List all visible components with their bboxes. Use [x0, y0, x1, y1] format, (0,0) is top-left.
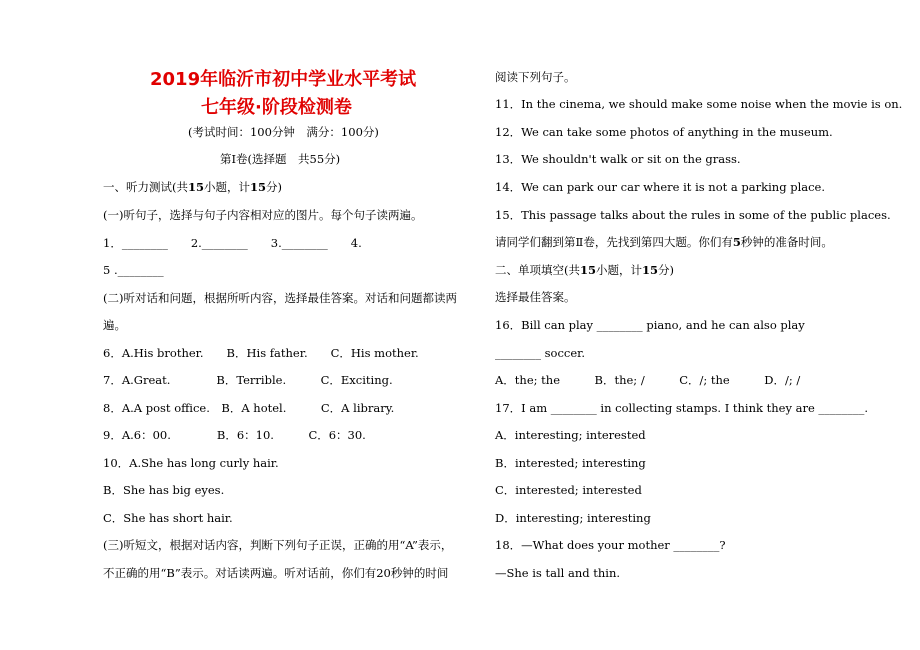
question-8: 8．A.A post office. B．A hotel. C．A library. [103, 401, 395, 415]
exam-info: (考试时间：100分钟 满分：100分) [188, 125, 379, 139]
section-title: 第Ⅰ卷(选择题 共55分) [220, 152, 341, 166]
part2-heading: 二、单项填空(共15小题，计15分) [495, 263, 675, 277]
question-6: 6．A.His brother. B．His father. C．His mother. [103, 346, 419, 360]
statement-12: 12．We can take some photos of anything in the museum. [495, 125, 833, 139]
statement-14: 14．We can park our car where it is not a parking place. [495, 180, 826, 194]
question-10-option-b: B．She has big eyes. [103, 483, 225, 497]
question-7: 7．A.Great. B．Terrible. C．Exciting. [103, 373, 393, 387]
turn-page-instruction: 请同学们翻到第Ⅱ卷，先找到第四大题。你们有5秒钟的准备时间。 [495, 235, 833, 249]
question-17: 17．I am ________ in collecting stamps. I think they are ________. [495, 401, 869, 415]
read-instruction: 阅读下列句子。 [495, 70, 576, 84]
sub3-instruction-cont: 不正确的用“B”表示。对话读两遍。听对话前，你们有20秒钟的时间 [103, 566, 449, 580]
choose-instruction: 选择最佳答案。 [495, 290, 576, 304]
sub3-instruction: (三)听短文，根据对话内容，判断下列句子正误，正确的用“A”表示， [103, 538, 453, 552]
sub1-instruction: (一)听句子，选择与句子内容相对应的图片。每个句子读两遍。 [103, 208, 423, 222]
statement-13: 13．We shouldn't walk or sit on the grass. [495, 152, 741, 166]
question-16-cont: ________ soccer. [495, 346, 586, 360]
question-10-option-c: C．She has short hair. [103, 511, 233, 525]
statement-11: 11．In the cinema, we should make some noise when the movie is on. [495, 97, 903, 111]
question-16: 16．Bill can play ________ piano, and he can also play [495, 318, 805, 332]
sub2-instruction: (二)听对话和问题，根据所听内容，选择最佳答案。对话和问题都读两 [103, 291, 457, 305]
question-17-option-d: D．interesting; interesting [495, 511, 651, 525]
question-1-4: 1．________ 2.________ 3.________ 4. [103, 236, 362, 250]
question-17-option-b: B．interested; interesting [495, 456, 646, 470]
statement-15: 15．This passage talks about the rules in some of the public places. [495, 208, 891, 222]
question-17-option-c: C．interested; interested [495, 483, 642, 497]
sub2-instruction-cont: 遍。 [103, 318, 126, 332]
exam-subtitle: 七年级·阶段检测卷 [201, 97, 352, 118]
question-16-options: A．the; the B．the; / C．/; the D．/; / [495, 373, 801, 387]
exam-title: 2019年临沂市初中学业水平考试 [150, 69, 417, 90]
question-18-answer: —She is tall and thin. [495, 566, 621, 580]
part1-heading: 一、听力测试(共15小题，计15分) [103, 180, 283, 194]
question-18: 18．—What does your mother ________? [495, 538, 726, 552]
question-5: 5 .________ [103, 263, 164, 277]
question-17-option-a: A．interesting; interested [495, 428, 646, 442]
question-9: 9．A.6：00. B．6：10. C．6：30. [103, 428, 366, 442]
question-10: 10．A.She has long curly hair. [103, 456, 279, 470]
